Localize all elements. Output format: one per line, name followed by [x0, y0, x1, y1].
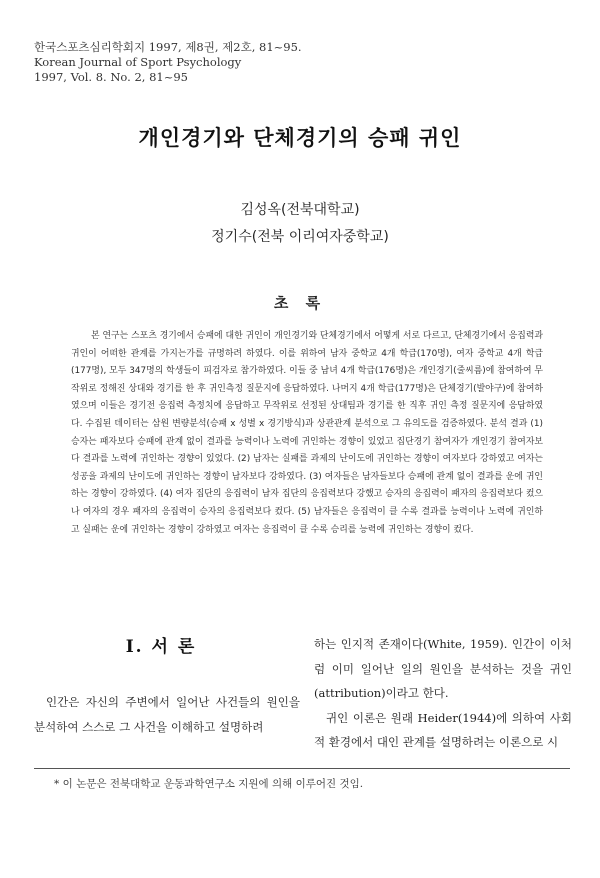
- author-1: 김성옥(전북대학교): [240, 202, 360, 218]
- header-line-korean: 한국스포츠심리학회지 1997, 제8권, 제2호, 81~95.: [34, 40, 302, 54]
- paper-title: 개인경기와 단체경기의 승패 귀인: [138, 125, 462, 150]
- intro-right-paragraph-2: 귀인 이론은 원래 Heider(1944)에 의하여 사회적 환경에서 대인 관계를 설명하려는 이론으로 시: [314, 710, 572, 749]
- intro-right-paragraph-1: 하는 인지적 존재이다(White, 1959). 인간이 이처럼 이미 일어난 일의 원인을 분석하는 것을 귀인(attribution)이라고 한다.: [314, 637, 572, 700]
- author-2: 정기수(전북 이리여자중학교): [211, 229, 389, 245]
- section-title-introduction: Ⅰ. 서 론: [125, 637, 197, 657]
- footnote-divider: [34, 768, 570, 769]
- header-line-english: Korean Journal of Sport Psychology: [34, 55, 242, 69]
- intro-right-column: [314, 632, 572, 755]
- header-line-volume: 1997, Vol. 8. No. 2, 81~95: [34, 70, 188, 84]
- abstract-text: 본 연구는 스포츠 경기에서 승패에 대한 귀인이 개인경기와 단체경기에서 어떻게 서로 다르고, 단체경기에서 응집력과 귀인이 어떠한 관계를 가지는가를 규명하려 하였다. 이를 위하여 남자 중학교 4개 학급(170명), 여자 중학교 4개 학급(177명), 모두 347명의 학생들이 피검자로 참가하였다. 이들 중 남녀 4개 학급(176명)은 개인경기(줄씨름)에 참여하여 무작위로 정해진 상대와 경기를 한 후 귀인측정 질문지에 응답하였다. 나머지 4개 학급(177명)은 단체경기(발야구)에 참여하였으며 이들은 경기전 응집력 측정치에 응답하고 무작위로 선정된 상대팀과 경기를 한 직후 귀인 측정 질문지에 응답하였다. 수집된 데이터는 삼원 변량분석(승패 x 성별 x 경기방식)과 상관관계 분석으로 그 유의도를 검증하였다. 분석 결과 (1) 승자는 패자보다 승패에 관계 없이 결과를 능력이나 노력에 귀인하는 경향이 있었고 집단경기 참여자가 개인경기 참여자보다 결과를 노력에 귀인하는 경향이 있었다. (2) 남자는 실패를 과제의 난이도에 귀인하는 경향이 여자보다 강하였고 여자는 성공을 과제의 난이도에 귀인하는 경향이 남자보다 강하였다. (3) 여자들은 남자들보다 승패에 관계 없이 결과를 운에 귀인하는 경향이 강하였다. (4) 여자 집단의 응집력이 남자 집단의 응집력보다 강했고 승자의 응집력이 패자의 응집력보다 컸으나 여자의 경우 패자의 응집력이 승자의 응집력보다 컸다. (5) 남자들은 응집력이 클 수록 결과를 능력이나 노력에 귀인하고 실패는 운에 귀인하는 경향이 강하였고 여자는 응집력이 클 수록 승리를 능력에 귀인하는 경향이 컸다.: [71, 331, 543, 535]
- intro-left-column: 인간은 자신의 주변에서 일어난 사건들의 원인을 분석하여 스스로 그 사건을 이해하고 설명하려: [34, 695, 300, 734]
- journal-header: [34, 40, 302, 85]
- footnote: * 이 논문은 전북대학교 운동과학연구소 지원에 의해 이루어진 것임.: [54, 778, 364, 790]
- abstract-heading: 초 록: [273, 294, 327, 312]
